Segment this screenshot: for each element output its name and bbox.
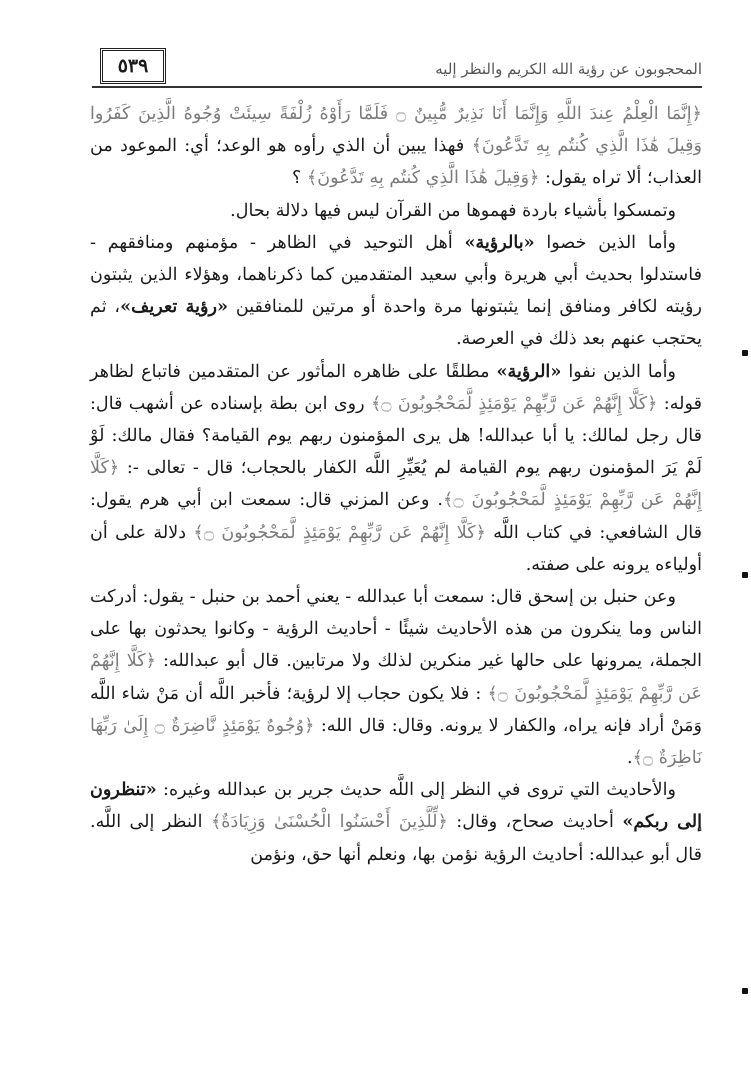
text-run: مطلقًا على ظاهره المأثور عن المتقدمين فاتباع لظاهر قوله: <box>90 361 703 414</box>
paragraph <box>90 98 702 195</box>
text-run: روى ابن بطة بإسناده عن أشهب قال: قال رجل لمالك: يا أبا عبدالله! هل يرى المؤمنون ربهم يوم القيامة؟ فقال مالك: لَوْ لَمْ يَرَ المؤمنون ربهم يوم القيامة لم يُعَيِّرِ اللَّه الكفار بالحجاب؛ قال - تعالى -: <box>90 393 702 479</box>
page-number <box>100 48 166 84</box>
quran-verse: ﴿وَقِيلَ هَٰذَا الَّذِي كُنتُم بِهِ تَدَّعُونَ﴾ <box>306 168 540 189</box>
text-run: وعن حنبل بن إسحق قال: سمعت أبا عبدالله - يعني أحمد بن حنبل - يقول: أدركت الناس وما ينكرون من هذه الأحاديث شيئًا - أحاديث الرؤية - وكانوا يحدثون بها على الجملة، يمرونها على حالها غير منكرين لذلك ولا مرتابين. قال أبو عبدالله: <box>90 587 702 672</box>
paragraph: وتمسكوا بأشياء باردة فهموها من القرآن ليس فيها دلالة بحال. <box>230 200 676 221</box>
text-run: فهذا يبين أن الذي رأوه هو الوعد؛ أي: الموعود من العذاب؛ ألا تراه يقول: <box>90 136 702 189</box>
page-number-text: ٥٣٩ <box>117 55 149 77</box>
paragraph <box>90 774 702 871</box>
text-run: النظر إلى اللَّه. قال أبو عبدالله: أحاديث الرؤية نؤمن بها، ونعلم أنها حق، ونؤمن <box>90 812 702 865</box>
paragraph <box>90 356 702 581</box>
bold-term: «رؤية تعريف» <box>120 296 229 318</box>
text-run: أهل التوحيد في الظاهر - مؤمنهم ومنافقهم - فاستدلوا بحديث أبي هريرة وأبي سعيد المتقدمين كما ذكرناهما، وهؤلاء الذين يثبتون رؤيته لكافر ومنافق إنما يثبتونها مرة واحدة أو مرتين للمنافقين <box>90 232 703 318</box>
paragraph <box>90 227 702 356</box>
quran-verse: ﴿إِنَّمَا الْعِلْمُ عِندَ اللَّهِ وَإِنَّمَا أَنَا نَذِيرٌ مُّبِينٌ ۝ فَلَمَّا رَأَوْهُ زُلْفَةً سِيئَتْ وُجُوهُ الَّذِينَ كَفَرُوا وَقِيلَ هَٰذَا الَّذِي كُنتُم بِهِ تَدَّعُونَ﴾ <box>90 104 702 157</box>
quran-verse: ﴿كَلَّا إِنَّهُمْ عَن رَّبِّهِمْ يَوْمَئِذٍ لَّمَحْجُوبُونَ ۝﴾ <box>193 522 486 543</box>
quran-verse: ﴿لِّلَّذِينَ أَحْسَنُوا الْحُسْنَىٰ وَزِيَادَةٌ﴾ <box>210 812 448 833</box>
quran-verse: ﴿وُجُوهٌ يَوْمَئِذٍ نَّاضِرَةٌ ۝ إِلَىٰ رَبِّهَا نَاظِرَةٌ ۝﴾ <box>90 715 702 769</box>
page-header <box>92 40 702 90</box>
margin-mark <box>742 988 748 994</box>
text-run: : فلا يكون حجاب إلا لرؤية؛ فأخبر اللَّه أن مَنْ شاء اللَّه وَمَنْ أراد فإنه يراه، والكفار لا يرونه. وقال: قال الله: <box>90 683 703 736</box>
text-run: . <box>627 748 633 769</box>
quran-verse: ﴿كَلَّا إِنَّهُمْ عَن رَّبِّهِمْ يَوْمَئِذٍ لَّمَحْجُوبُونَ ۝﴾ <box>90 651 702 704</box>
header-rule <box>92 86 702 88</box>
paragraph <box>90 581 702 774</box>
running-title: المحجوبون عن رؤية الله الكريم والنظر إليه <box>435 60 702 78</box>
text-run: دلالة على أن أولياءه يرونه على صفته. <box>90 522 702 575</box>
bold-term: «الرؤية» <box>496 360 562 382</box>
page-body <box>90 98 702 871</box>
text-run: وأما الذين خصوا <box>546 232 677 253</box>
text-run: وأما الذين نفوا <box>568 361 677 382</box>
margin-mark <box>742 572 748 578</box>
quran-verse: ﴿كَلَّا إِنَّهُمْ عَن رَّبِّهِمْ يَوْمَئِذٍ لَّمَحْجُوبُونَ ۝﴾ <box>370 393 658 414</box>
bold-term: «تنظرون إلى ربكم» <box>90 779 703 833</box>
text-run: ، ثم يحتجب عنهم بعد ذلك في العرصة. <box>90 297 702 350</box>
bold-term: «بالرؤية» <box>464 231 535 253</box>
margin-mark <box>742 350 748 356</box>
text-run: ؟ <box>291 168 302 189</box>
quran-verse: ﴿كَلَّا إِنَّهُمْ عَن رَّبِّهِمْ يَوْمَئِذٍ لَّمَحْجُوبُونَ ۝﴾ <box>90 458 702 511</box>
text-run: والأحاديث التي تروى في النظر إلى اللَّه حديث جرير بن عبدالله وغيره: <box>163 780 676 801</box>
text-run: أحاديث صحاح، وقال: <box>456 812 614 833</box>
text-run: . وعن المزني قال: سمعت ابن أبي هرم يقول: قال الشافعي: في كتاب اللَّه <box>90 490 703 543</box>
